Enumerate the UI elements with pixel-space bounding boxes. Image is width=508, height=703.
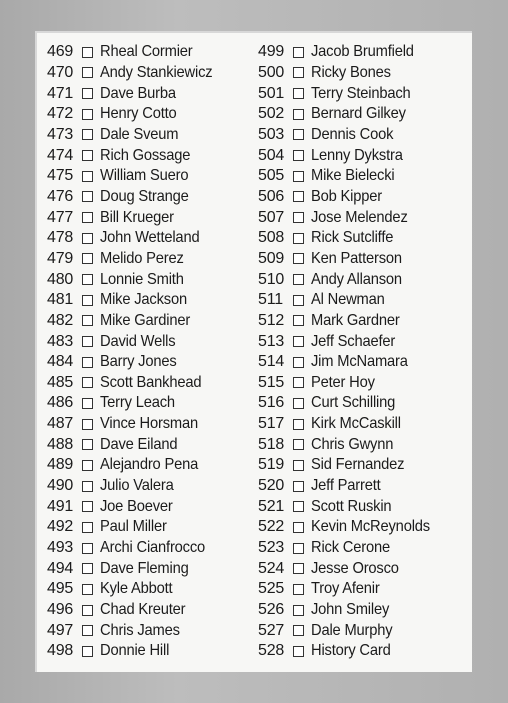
card-number: 483 [47,332,74,350]
player-name: John Smiley [311,601,390,619]
player-name: Henry Cotto [100,105,177,123]
player-name: Julio Valera [100,477,174,495]
checklist-row [258,228,468,249]
checklist-row [258,187,468,208]
checklist-row [258,145,468,166]
checklist-row [258,373,468,394]
card-number: 488 [47,435,74,453]
checklist-row [258,641,468,662]
card-number: 487 [47,415,74,433]
checkbox[interactable] [82,398,93,409]
player-name: Andy Stankiewicz [100,63,213,81]
checklist-row [47,620,257,641]
checklist-row [47,517,257,538]
checkbox[interactable] [82,150,93,161]
player-name: Doug Strange [100,187,189,205]
checklist-row [258,83,468,104]
checkbox[interactable] [82,212,93,223]
player-name: Rheal Cormier [100,43,193,61]
checkbox[interactable] [293,646,304,657]
checklist-row [258,207,468,228]
checklist-row [258,414,468,435]
player-name: John Wetteland [100,229,200,247]
checkbox[interactable] [293,233,304,244]
card-number: 519 [258,456,285,474]
checklist-row [47,207,257,228]
card-number: 526 [258,601,285,619]
card-number: 510 [258,270,285,288]
player-name: Rick Cerone [311,539,390,557]
card-number: 491 [47,497,74,515]
card-number: 515 [258,373,285,391]
card-number: 499 [258,43,285,61]
card-number: 475 [47,167,74,185]
checkbox[interactable] [293,88,304,99]
checkbox[interactable] [293,129,304,140]
player-name: Paul Miller [100,518,167,536]
checkbox[interactable] [293,439,304,450]
checkbox[interactable] [82,605,93,616]
card-number: 504 [258,146,285,164]
player-name: Mike Bielecki [311,167,395,185]
checkbox[interactable] [293,171,304,182]
checklist-row [258,249,468,270]
checkbox[interactable] [293,191,304,202]
checklist-row [258,538,468,559]
checkbox[interactable] [293,522,304,533]
card-number: 528 [258,642,285,660]
player-name: William Suero [100,167,189,185]
checklist-row [258,125,468,146]
player-name: Rick Sutcliffe [311,229,394,247]
player-name: Archi Cianfrocco [100,539,206,557]
player-name: Ricky Bones [311,63,391,81]
player-name: Lonnie Smith [100,270,184,288]
player-name: Dave Burba [100,84,176,102]
checkbox[interactable] [82,584,93,595]
card-number: 514 [258,353,285,371]
checklist-row [258,496,468,517]
checklist-row [47,373,257,394]
checklist-row [47,331,257,352]
card-number: 476 [47,187,74,205]
checkbox[interactable] [82,377,93,388]
checklist-row [258,166,468,187]
card-number: 493 [47,539,74,557]
player-name: Kevin McReynolds [311,518,430,536]
player-name: Dale Murphy [311,621,393,639]
player-name: Mike Jackson [100,291,187,309]
player-name: Mike Gardiner [100,311,191,329]
player-name: Bob Kipper [311,187,382,205]
checklist-row [258,331,468,352]
player-name: Barry Jones [100,353,177,371]
player-name: Rich Gossage [100,146,191,164]
checklist-row [258,393,468,414]
player-name: Troy Afenir [311,580,380,598]
card-number: 521 [258,497,285,515]
player-name: History Card [311,642,391,660]
player-name: Chad Kreuter [100,601,186,619]
card-number: 486 [47,394,74,412]
checkbox[interactable] [82,253,93,264]
player-name: Bernard Gilkey [311,105,406,123]
player-name: Curt Schilling [311,394,396,412]
card-number: 490 [47,477,74,495]
checkbox[interactable] [82,439,93,450]
card-number: 523 [258,539,285,557]
card-number: 473 [47,125,74,143]
player-name: Dave Fleming [100,559,189,577]
card-number: 511 [258,291,283,309]
checklist-panel [35,31,472,672]
checkbox[interactable] [82,274,93,285]
checklist-row [47,42,257,63]
player-name: Dale Sveum [100,125,179,143]
checklist-row [47,228,257,249]
checklist-row [47,145,257,166]
checklist-row [258,290,468,311]
checklist-row [47,83,257,104]
checklist-row [47,311,257,332]
checklist-row [47,496,257,517]
card-number: 494 [47,559,74,577]
checkbox[interactable] [293,253,304,264]
player-name: David Wells [100,332,176,350]
checkbox[interactable] [82,191,93,202]
checklist-row [258,352,468,373]
card-number: 502 [258,105,285,123]
card-number: 480 [47,270,74,288]
player-name: Andy Allanson [311,270,402,288]
card-number: 501 [258,84,285,102]
checkbox[interactable] [82,109,93,120]
card-number: 527 [258,621,285,639]
checklist-row [258,579,468,600]
checkbox[interactable] [293,543,304,554]
checklist-row [258,269,468,290]
card-number: 517 [258,415,285,433]
checklist-row [258,311,468,332]
player-name: Bill Krueger [100,208,174,226]
checklist-row [258,104,468,125]
card-number: 512 [258,311,285,329]
player-name: Kyle Abbott [100,580,173,598]
card-number: 482 [47,311,74,329]
checkbox[interactable] [293,336,304,347]
checkbox[interactable] [82,460,93,471]
checkbox[interactable] [82,501,93,512]
checklist-row [47,393,257,414]
checklist-row [258,455,468,476]
card-number: 506 [258,187,285,205]
checklist-row [47,414,257,435]
player-name: Peter Hoy [311,373,375,391]
card-number: 518 [258,435,285,453]
player-name: Dave Eiland [100,435,178,453]
card-number: 489 [47,456,74,474]
player-name: Jim McNamara [311,353,408,371]
checklist-row [47,600,257,621]
checkbox[interactable] [82,522,93,533]
card-number: 508 [258,229,285,247]
card-number: 503 [258,125,285,143]
player-name: Mark Gardner [311,311,400,329]
player-name: Alejandro Pena [100,456,199,474]
checklist-row [258,600,468,621]
player-name: Chris Gwynn [311,435,394,453]
checklist-row [47,166,257,187]
checklist-row [47,125,257,146]
player-name: Jeff Schaefer [311,332,396,350]
player-name: Scott Bankhead [100,373,202,391]
checkbox[interactable] [293,625,304,636]
checkbox[interactable] [293,67,304,78]
checkbox[interactable] [293,315,304,326]
checklist-row [47,455,257,476]
checkbox[interactable] [82,67,93,78]
card-number: 469 [47,43,74,61]
checkbox[interactable] [293,274,304,285]
checklist-row [47,269,257,290]
checklist-row [258,620,468,641]
checkbox[interactable] [82,625,93,636]
player-name: Jeff Parrett [311,477,381,495]
checkbox[interactable] [82,295,93,306]
card-number: 492 [47,518,74,536]
player-name: Jose Melendez [311,208,408,226]
checklist-row [47,476,257,497]
player-name: Melido Perez [100,249,184,267]
player-name: Vince Horsman [100,415,198,433]
player-name: Sid Fernandez [311,456,405,474]
checklist-row [258,42,468,63]
player-name: Dennis Cook [311,125,394,143]
checkbox[interactable] [293,109,304,120]
checklist-row [47,352,257,373]
checkbox[interactable] [293,212,304,223]
checklist-row [47,579,257,600]
checkbox[interactable] [293,584,304,595]
checkbox[interactable] [293,295,304,306]
checkbox[interactable] [82,129,93,140]
checklist-row [47,249,257,270]
card-number: 471 [47,84,74,102]
checklist-row [47,538,257,559]
checklist-row [47,558,257,579]
checkbox[interactable] [293,150,304,161]
checkbox[interactable] [293,481,304,492]
checklist-row [47,63,257,84]
checkbox[interactable] [82,563,93,574]
player-name: Jesse Orosco [311,559,399,577]
checklist-row [47,434,257,455]
checkbox[interactable] [293,605,304,616]
card-number: 478 [47,229,74,247]
checkbox[interactable] [293,377,304,388]
checkbox[interactable] [82,336,93,347]
card-number: 516 [258,394,285,412]
checklist-column-right [258,42,468,662]
player-name: Donnie Hill [100,642,170,660]
checkbox[interactable] [82,543,93,554]
checklist-row [47,104,257,125]
player-name: Jacob Brumfield [311,43,414,61]
checkbox[interactable] [293,357,304,368]
card-number: 496 [47,601,74,619]
card-number: 509 [258,249,285,267]
card-number: 472 [47,105,74,123]
card-number: 520 [258,477,285,495]
checkbox[interactable] [82,357,93,368]
card-number: 484 [47,353,74,371]
checklist-row [47,290,257,311]
card-number: 495 [47,580,74,598]
card-number: 513 [258,332,285,350]
card-number: 479 [47,249,74,267]
player-name: Ken Patterson [311,249,402,267]
checkbox[interactable] [82,315,93,326]
checkbox[interactable] [293,563,304,574]
card-number: 525 [258,580,285,598]
player-name: Scott Ruskin [311,497,392,515]
card-number: 470 [47,63,74,81]
player-name: Chris James [100,621,180,639]
checklist-row [258,558,468,579]
checklist-row [258,476,468,497]
card-number: 507 [258,208,285,226]
checkbox[interactable] [82,481,93,492]
player-name: Terry Leach [100,394,175,412]
player-name: Kirk McCaskill [311,415,401,433]
checkbox[interactable] [82,171,93,182]
checkbox[interactable] [293,460,304,471]
card-number: 481 [47,291,74,309]
checklist-row [47,187,257,208]
card-number: 500 [258,63,285,81]
card-number: 477 [47,208,74,226]
card-number: 485 [47,373,74,391]
checklist-row [258,63,468,84]
player-name: Lenny Dykstra [311,146,403,164]
checklist-row [258,434,468,455]
player-name: Joe Boever [100,497,173,515]
card-number: 505 [258,167,285,185]
checklist-column-left [47,42,257,662]
checkbox[interactable] [82,47,93,58]
checkbox[interactable] [293,419,304,430]
checkbox[interactable] [82,646,93,657]
checkbox[interactable] [293,47,304,58]
player-name: Terry Steinbach [311,84,411,102]
checklist-row [258,517,468,538]
checklist-row [47,641,257,662]
card-number: 497 [47,621,74,639]
player-name: Al Newman [311,291,385,309]
card-number: 474 [47,146,74,164]
checkbox[interactable] [82,419,93,430]
card-number: 498 [47,642,74,660]
card-number: 522 [258,518,285,536]
card-number: 524 [258,559,285,577]
checkbox[interactable] [82,233,93,244]
checkbox[interactable] [82,88,93,99]
checkbox[interactable] [293,398,304,409]
checkbox[interactable] [293,501,304,512]
